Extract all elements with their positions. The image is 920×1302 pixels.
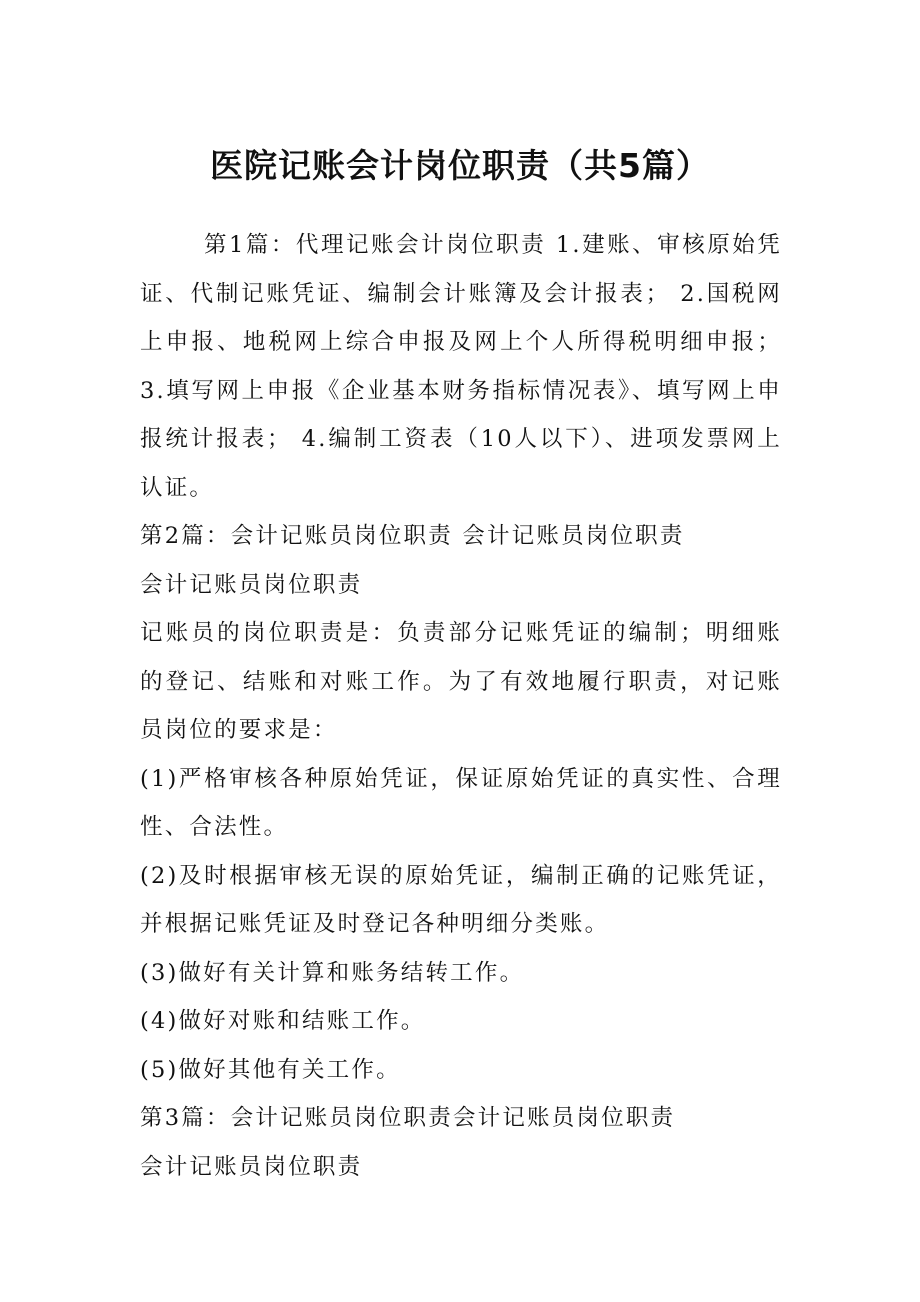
paragraph-duty-5: (5)做好其他有关工作。 bbox=[140, 1056, 401, 1083]
paragraph-part-2-subheading: 会计记账员岗位职责 bbox=[140, 571, 363, 598]
paragraph-duty-2: (2)及时根据审核无误的原始凭证，编制正确的记账凭证，并根据记账凭证及时登记各种明细分类账。 bbox=[140, 862, 782, 937]
paragraph-duty-3: (3)做好有关计算和账务结转工作。 bbox=[140, 959, 525, 986]
paragraph-duties-intro: 记账员的岗位职责是：负责部分记账凭证的编制；明细账的登记、结账和对账工作。为了有效地履行职责，对记账员岗位的要求是： bbox=[140, 620, 782, 743]
paragraph-duty-4: (4)做好对账和结账工作。 bbox=[140, 1008, 426, 1034]
document-title: 医院记账会计岗位职责（共5篇） bbox=[210, 146, 710, 185]
document-body bbox=[140, 221, 782, 1191]
paragraph-part-3-heading: 第3篇：会计记账员岗位职责会计记账员岗位职责 bbox=[140, 1105, 676, 1131]
paragraph-part-3-subheading: 会计记账员岗位职责 bbox=[140, 1153, 363, 1180]
paragraph-part-1: 第1篇：代理记账会计岗位职责 1.建账、审核原始凭证、代制记账凭证、编制会计账簿及会计报表； 2.国税网上申报、地税网上综合申报及网上个人所得税明细申报；3.填写网上申报《企业基本财务指标情况表》、填写网上申报统计报表； 4.编制工资表（10人以下）、进项发票网上认证。 bbox=[140, 232, 782, 501]
paragraph-duty-1: (1)严格审核各种原始凭证，保证原始凭证的真实性、合理性、合法性。 bbox=[140, 765, 782, 840]
paragraph-part-2-heading: 第2篇：会计记账员岗位职责 会计记账员岗位职责 bbox=[140, 523, 685, 549]
